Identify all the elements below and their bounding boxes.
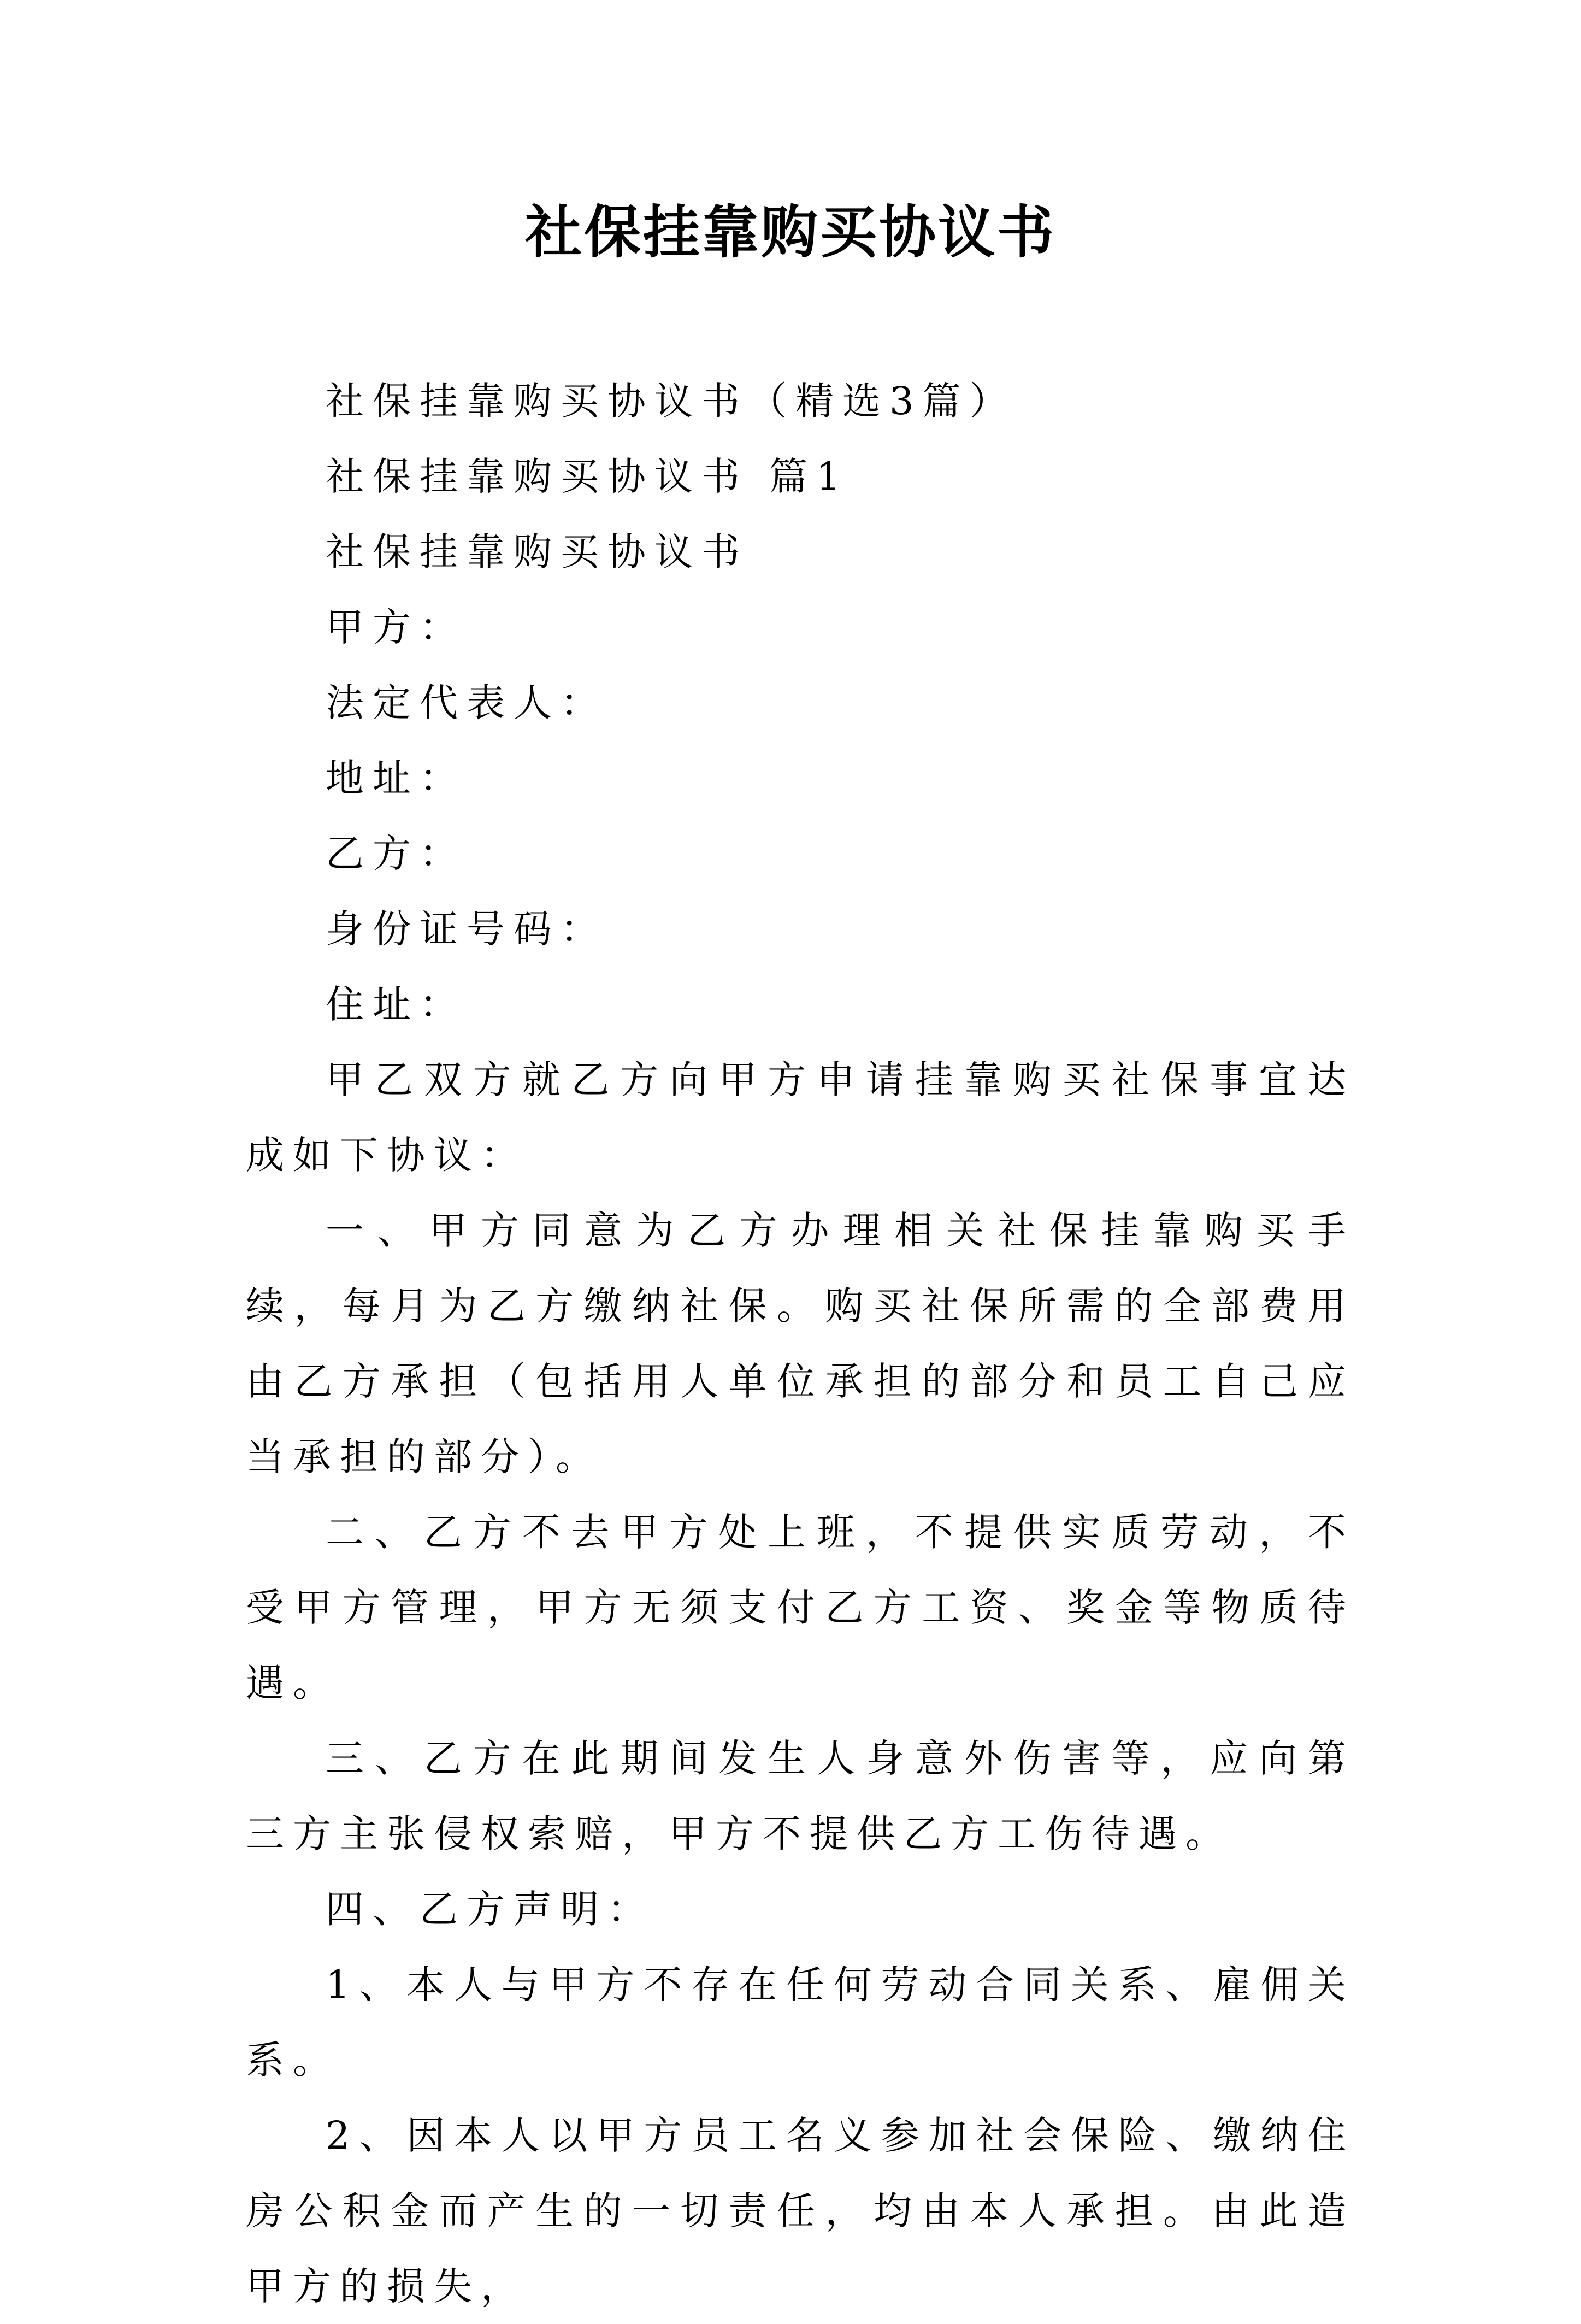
paragraph: 三、乙方在此期间发生人身意外伤害等，应向第三方主张侵权索赔，甲方不提供乙方工伤待遇。 [246, 1736, 1355, 1856]
document-body [246, 363, 1355, 2324]
paragraph: 法定代表人： [326, 680, 607, 725]
paragraph: 住址： [326, 982, 467, 1027]
paragraph: 四、乙方声明： [326, 1887, 654, 1932]
paragraph: 甲方： [326, 605, 467, 650]
paragraph: 身份证号码： [326, 907, 607, 951]
paragraph: 社保挂靠购买协议书（精选3篇） [326, 379, 1017, 423]
paragraph: 地址： [326, 756, 467, 801]
paragraph: 社保挂靠购买协议书 [326, 529, 748, 574]
paragraph: 2、因本人以甲方员工名义参加社会保险、缴纳住房公积金而产生的一切责任，均由本人承担。由此造甲方的损失， [246, 2113, 1355, 2309]
document-title: 社保挂靠购买协议书 [524, 198, 1056, 266]
paragraph: 甲乙双方就乙方向甲方申请挂靠购买社保事宜达成如下协议： [246, 1057, 1355, 1178]
paragraph: 1、本人与甲方不存在任何劳动合同关系、雇佣关系。 [246, 1962, 1355, 2082]
paragraph: 一、甲方同意为乙方办理相关社保挂靠购买手续，每月为乙方缴纳社保。购买社保所需的全部费用由乙方承担（包括用人单位承担的部分和员工自己应当承担的部分）。 [246, 1208, 1355, 1479]
paragraph: 二、乙方不去甲方处上班，不提供实质劳动，不受甲方管理，甲方无须支付乙方工资、奖金等物质待遇。 [246, 1510, 1355, 1705]
paragraph: 社保挂靠购买协议书 篇1 [326, 454, 850, 499]
paragraph: 乙方： [326, 831, 467, 876]
